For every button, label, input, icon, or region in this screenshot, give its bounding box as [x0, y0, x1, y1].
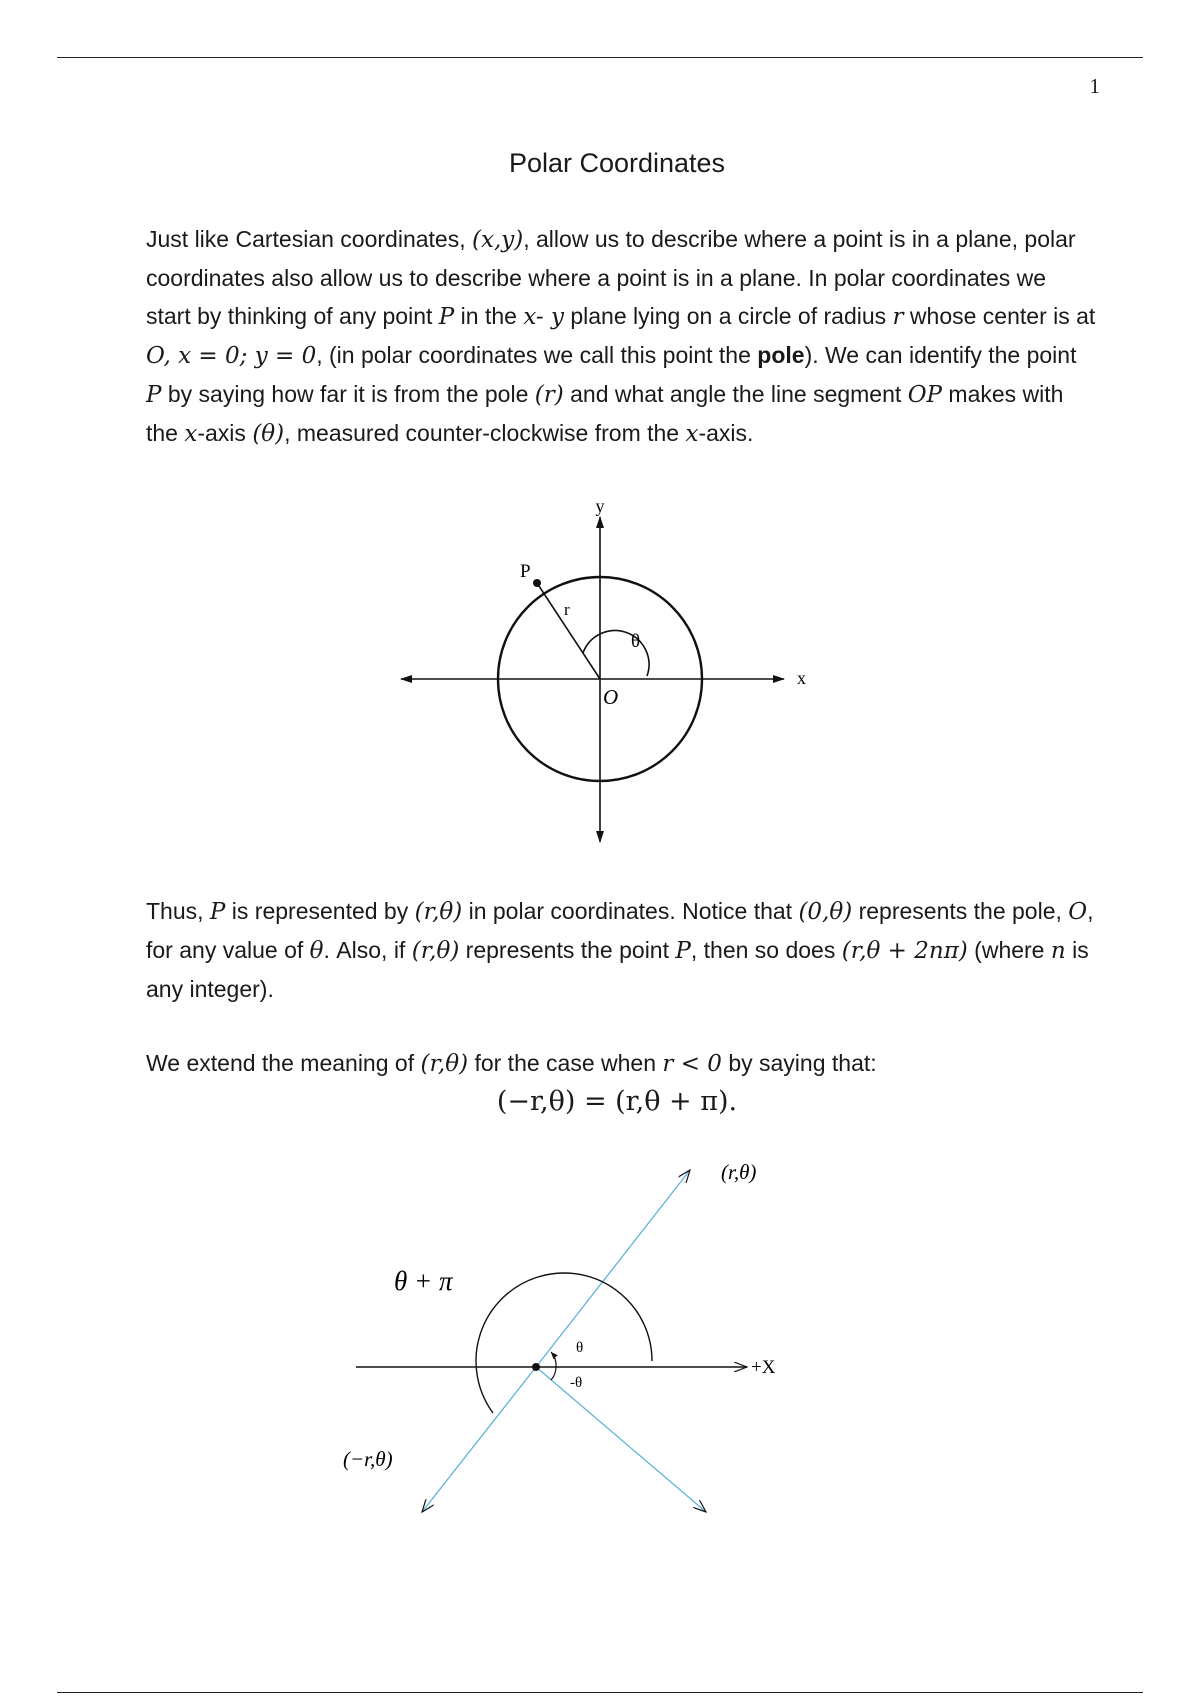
math: (x,y): [472, 227, 524, 253]
point-p: [533, 579, 541, 587]
theta-plus-pi-arc: [476, 1273, 652, 1413]
ray-r-theta: [536, 1170, 690, 1367]
math: (r,θ): [414, 899, 463, 925]
label-r-theta: (r,θ): [721, 1160, 757, 1184]
text: is any integer).: [146, 937, 1089, 1002]
text: (where: [967, 937, 1051, 963]
label-r: r: [564, 600, 570, 619]
ray-negative-r: [422, 1367, 536, 1512]
radius-segment: [537, 583, 600, 679]
text: . Also, if: [323, 937, 412, 963]
text: We extend the meaning of: [146, 1050, 421, 1076]
text: , allow us to describe where a point is in a plane, polar coordinates also allow us to describe where a point is in a plane. In polar coordinates we start by thinking of any point: [146, 226, 1076, 329]
math: O, x = 0; y = 0: [146, 343, 317, 369]
math: (r,θ + 2nπ): [841, 938, 968, 964]
text: for the case when: [468, 1050, 663, 1076]
math: x: [685, 421, 699, 447]
math: P: [209, 899, 226, 925]
header-rule: [57, 57, 1143, 58]
label-neg-theta: -θ: [570, 1375, 583, 1391]
pole-point: [532, 1363, 540, 1371]
label-x: x: [797, 668, 806, 688]
math: r < 0: [662, 1051, 722, 1077]
label-neg-r-theta: (−r,θ): [343, 1447, 393, 1471]
label-origin: O: [603, 685, 619, 709]
math: P: [438, 304, 455, 330]
text: makes with the: [146, 381, 1064, 446]
footer-rule: [57, 1692, 1143, 1693]
paragraph-intro: [146, 220, 1096, 453]
text: in polar coordinates. Notice that: [462, 898, 799, 924]
ray-negative-theta: [536, 1367, 706, 1512]
math: x- y: [523, 304, 564, 330]
math: (0,θ): [798, 899, 853, 925]
math: (r): [534, 382, 564, 408]
text: Thus,: [146, 898, 210, 924]
text: , for any value of: [146, 898, 1094, 963]
text: represents the point: [459, 937, 676, 963]
text: in the: [454, 303, 524, 329]
text: by saying how far it is from the pole: [161, 381, 535, 407]
math: OP: [907, 382, 943, 408]
math: O: [1068, 899, 1088, 925]
text: is represented by: [225, 898, 415, 924]
text: , then so does: [690, 937, 842, 963]
display-equation: (−r,θ) = (r,θ + π).: [496, 1086, 738, 1117]
math: P: [146, 382, 162, 408]
text: Just like Cartesian coordinates,: [146, 226, 472, 252]
paragraph-extend: [146, 1044, 1096, 1083]
paragraph-thus: [146, 892, 1096, 1008]
bold-term: pole: [757, 342, 805, 368]
math: P: [675, 938, 691, 964]
text: ). We can identify the point: [804, 342, 1077, 368]
label-theta-plus-pi: θ + π: [394, 1266, 453, 1296]
figure-polar-circle: [0, 495, 1200, 855]
math: n: [1050, 938, 1066, 964]
neg-theta-arc: [551, 1367, 556, 1380]
text: , (in polar coordinates we call this point the: [316, 342, 758, 368]
math: x: [184, 421, 198, 447]
text: plane lying on a circle of radius: [563, 303, 893, 329]
text: and what angle the line segment: [563, 381, 908, 407]
text: represents the pole,: [852, 898, 1069, 924]
math: (r,θ): [420, 1051, 469, 1077]
math: r: [892, 304, 904, 330]
math: (θ): [252, 421, 285, 447]
text: , measured counter-clockwise from the: [284, 420, 686, 446]
label-p: P: [520, 561, 531, 582]
figure-negative-r: [0, 1150, 1200, 1520]
math: (r,θ): [411, 938, 460, 964]
page-number: 1: [1089, 74, 1100, 98]
label-y: y: [595, 496, 605, 516]
label-plus-x: +X: [751, 1357, 776, 1378]
text: -axis.: [698, 420, 754, 446]
page-title: Polar Coordinates: [508, 148, 726, 178]
text: by saying that:: [721, 1050, 877, 1076]
math: θ: [309, 938, 324, 964]
text: -axis: [197, 420, 253, 446]
label-theta: θ: [631, 631, 641, 652]
label-theta: θ: [576, 1340, 584, 1356]
theta-arc: [551, 1352, 556, 1367]
text: whose center is at: [903, 303, 1096, 329]
